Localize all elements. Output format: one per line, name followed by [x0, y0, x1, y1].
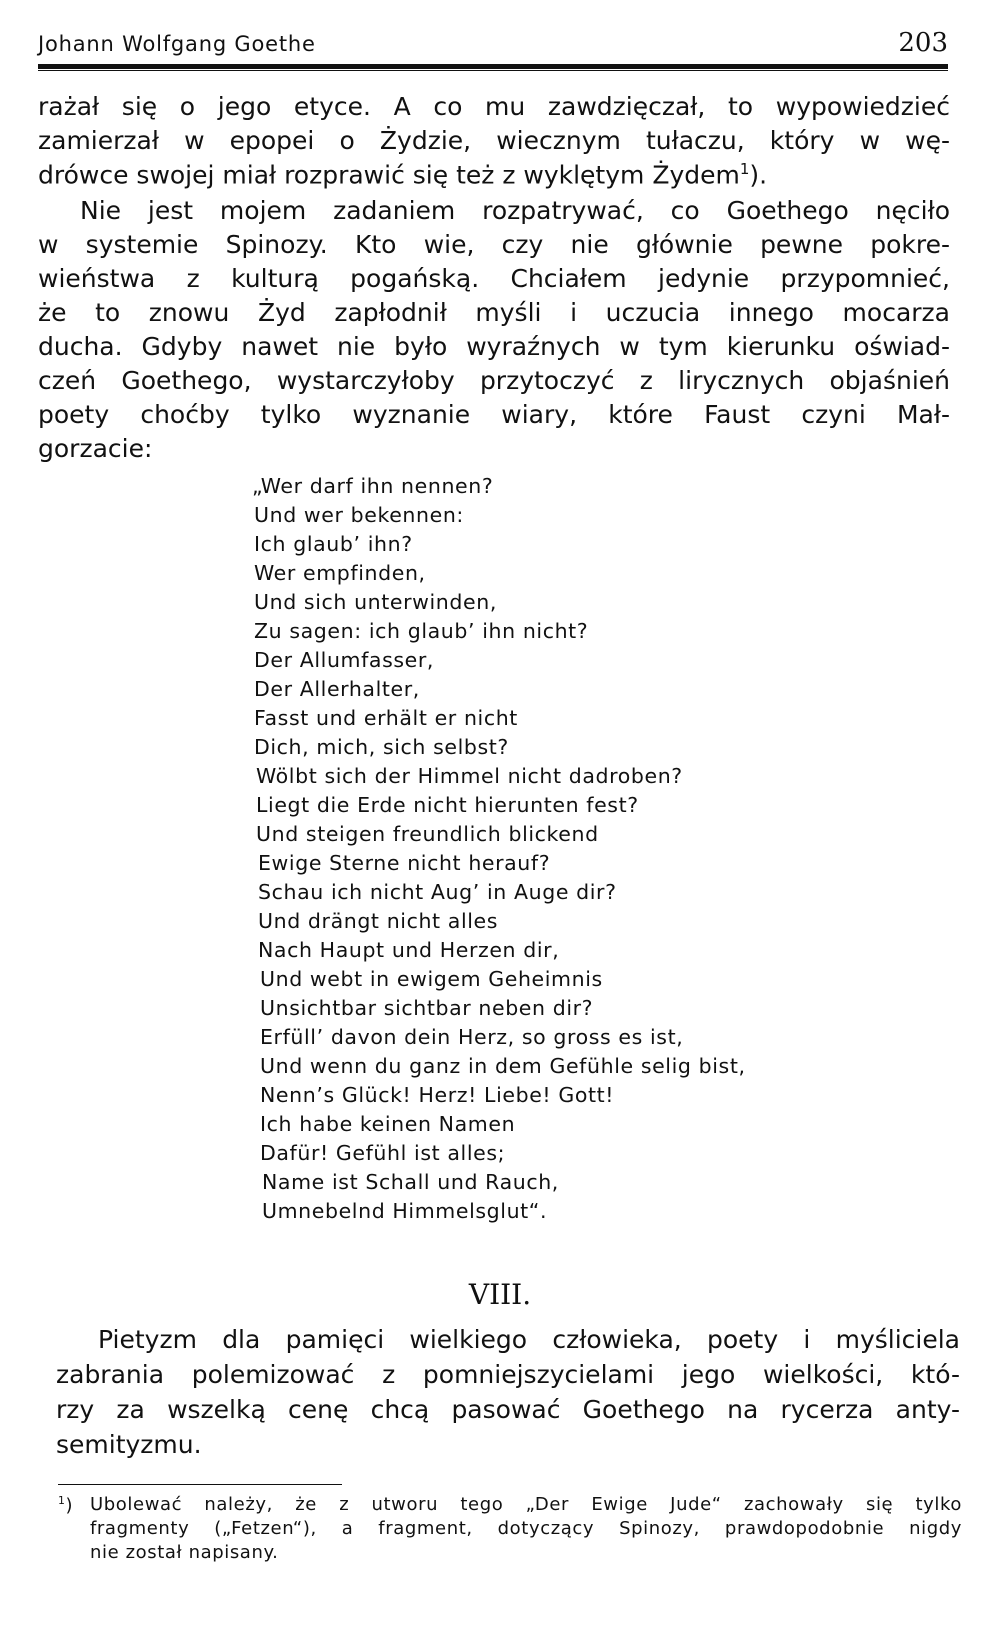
poem-line-6: Zu sagen: ich glaub’ ihn nicht?: [254, 619, 589, 643]
poem-line-13: Und steigen freundlich blickend: [256, 822, 599, 846]
poem-line-1: „Wer darf ihn nennen?: [252, 474, 494, 498]
section-heading: VIII.: [468, 1278, 532, 1311]
paragraph-2-line-2: w systemie Spinozy. Kto wie, czy nie głównie pewne pokre-: [38, 230, 950, 259]
poem-line-24: Dafür! Gefühl ist alles;: [260, 1141, 506, 1165]
poem-line-12: Liegt die Erde nicht hierunten fest?: [256, 793, 639, 817]
poem-line-19: Unsichtbar sichtbar neben dir?: [260, 996, 594, 1020]
poem-line-25: Name ist Schall und Rauch,: [262, 1170, 559, 1194]
page-header: [38, 28, 948, 62]
poem-line-18: Und webt in ewigem Geheimnis: [260, 967, 603, 991]
poem-line-3: Ich glaub’ ihn?: [254, 532, 413, 556]
section-line-4: semityzmu.: [56, 1430, 202, 1459]
footnote-line-2: fragmenty („Fetzen“), a fragment, dotyczący Spinozy, prawdopodobnie nigdy: [90, 1518, 962, 1539]
poem-line-9: Fasst und erhält er nicht: [254, 706, 518, 730]
poem-line-2: Und wer bekennen:: [254, 503, 464, 527]
paragraph-1-line-1: rażał się o jego etyce. A co mu zawdzięczał, to wypowiedzieć: [38, 92, 950, 121]
paragraph-2-line-5: ducha. Gdyby nawet nie było wyraźnych w tym kierunku oświad-: [38, 332, 950, 361]
footnote-reference: 1: [739, 160, 750, 178]
section-line-3: rzy za wszelką cenę chcą pasować Goethego na rycerza anty-: [56, 1395, 960, 1424]
section-line-1: Pietyzm dla pamięci wielkiego człowieka, poety i myśliciela: [98, 1325, 960, 1354]
footnote-marker-number: 1: [58, 1494, 66, 1507]
paragraph-1-line-3: [38, 160, 767, 189]
poem-line-7: Der Allumfasser,: [254, 648, 435, 672]
poem-line-23: Ich habe keinen Namen: [260, 1112, 516, 1136]
poem-line-14: Ewige Sterne nicht herauf?: [258, 851, 551, 875]
poem-line-20: Erfüll’ davon dein Herz, so gross es ist,: [260, 1025, 684, 1049]
poem-line-21: Und wenn du ganz in dem Gefühle selig bist,: [260, 1054, 746, 1078]
poem-line-8: Der Allerhalter,: [254, 677, 420, 701]
paragraph-1-tail: ).: [749, 160, 768, 190]
poem-line-11: Wölbt sich der Himmel nicht dadroben?: [256, 764, 683, 788]
running-head: Johann Wolfgang Goethe: [38, 32, 316, 56]
paragraph-2-line-8: gorzacie:: [38, 434, 153, 463]
paragraph-2-line-4: że to znowu Żyd zapłodnił myśli i uczucia innego mocarza: [38, 298, 950, 327]
footnote-rule: [58, 1484, 342, 1485]
poem-line-4: Wer empfinden,: [254, 561, 426, 585]
paragraph-1-line-3-text: drówce swojej miał rozprawić się też z wyklętym Żydem: [38, 160, 740, 190]
poem-line-26: Umnebelnd Himmelsglut“.: [262, 1199, 548, 1223]
poem-line-15: Schau ich nicht Aug’ in Auge dir?: [258, 880, 617, 904]
page-number: 203: [898, 28, 948, 58]
header-rule-thin: [38, 70, 948, 71]
footnote-line-3: nie został napisany.: [90, 1542, 279, 1563]
footnote-line-1: Ubolewać należy, że z utworu tego „Der Ewige Jude“ zachowały się tylko: [90, 1494, 962, 1515]
footnote-marker: [58, 1494, 73, 1516]
poem-line-5: Und sich unterwinden,: [254, 590, 497, 614]
paragraph-2-line-7: poety choćby tylko wyznanie wiary, które Faust czyni Mał-: [38, 400, 950, 429]
paragraph-1-line-2: zamierzał w epopei o Żydzie, wiecznym tułaczu, który w wę-: [38, 126, 950, 155]
paragraph-2-line-6: czeń Goethego, wystarczyłoby przytoczyć z lirycznych objaśnień: [38, 366, 950, 395]
poem-line-17: Nach Haupt und Herzen dir,: [258, 938, 560, 962]
poem-line-22: Nenn’s Glück! Herz! Liebe! Gott!: [260, 1083, 615, 1107]
poem-line-10: Dich, mich, sich selbst?: [254, 735, 509, 759]
paragraph-2-line-3: wieństwa z kulturą pogańską. Chciałem jedynie przypomnieć,: [38, 264, 950, 293]
paragraph-2-line-1: Nie jest mojem zadaniem rozpatrywać, co Goethego nęciło: [80, 196, 950, 225]
header-rule: [38, 64, 948, 69]
poem-line-16: Und drängt nicht alles: [258, 909, 499, 933]
section-line-2: zabrania polemizować z pomniejszycielami jego wielkości, któ-: [56, 1360, 960, 1389]
footnote-marker-paren: ): [65, 1495, 74, 1516]
